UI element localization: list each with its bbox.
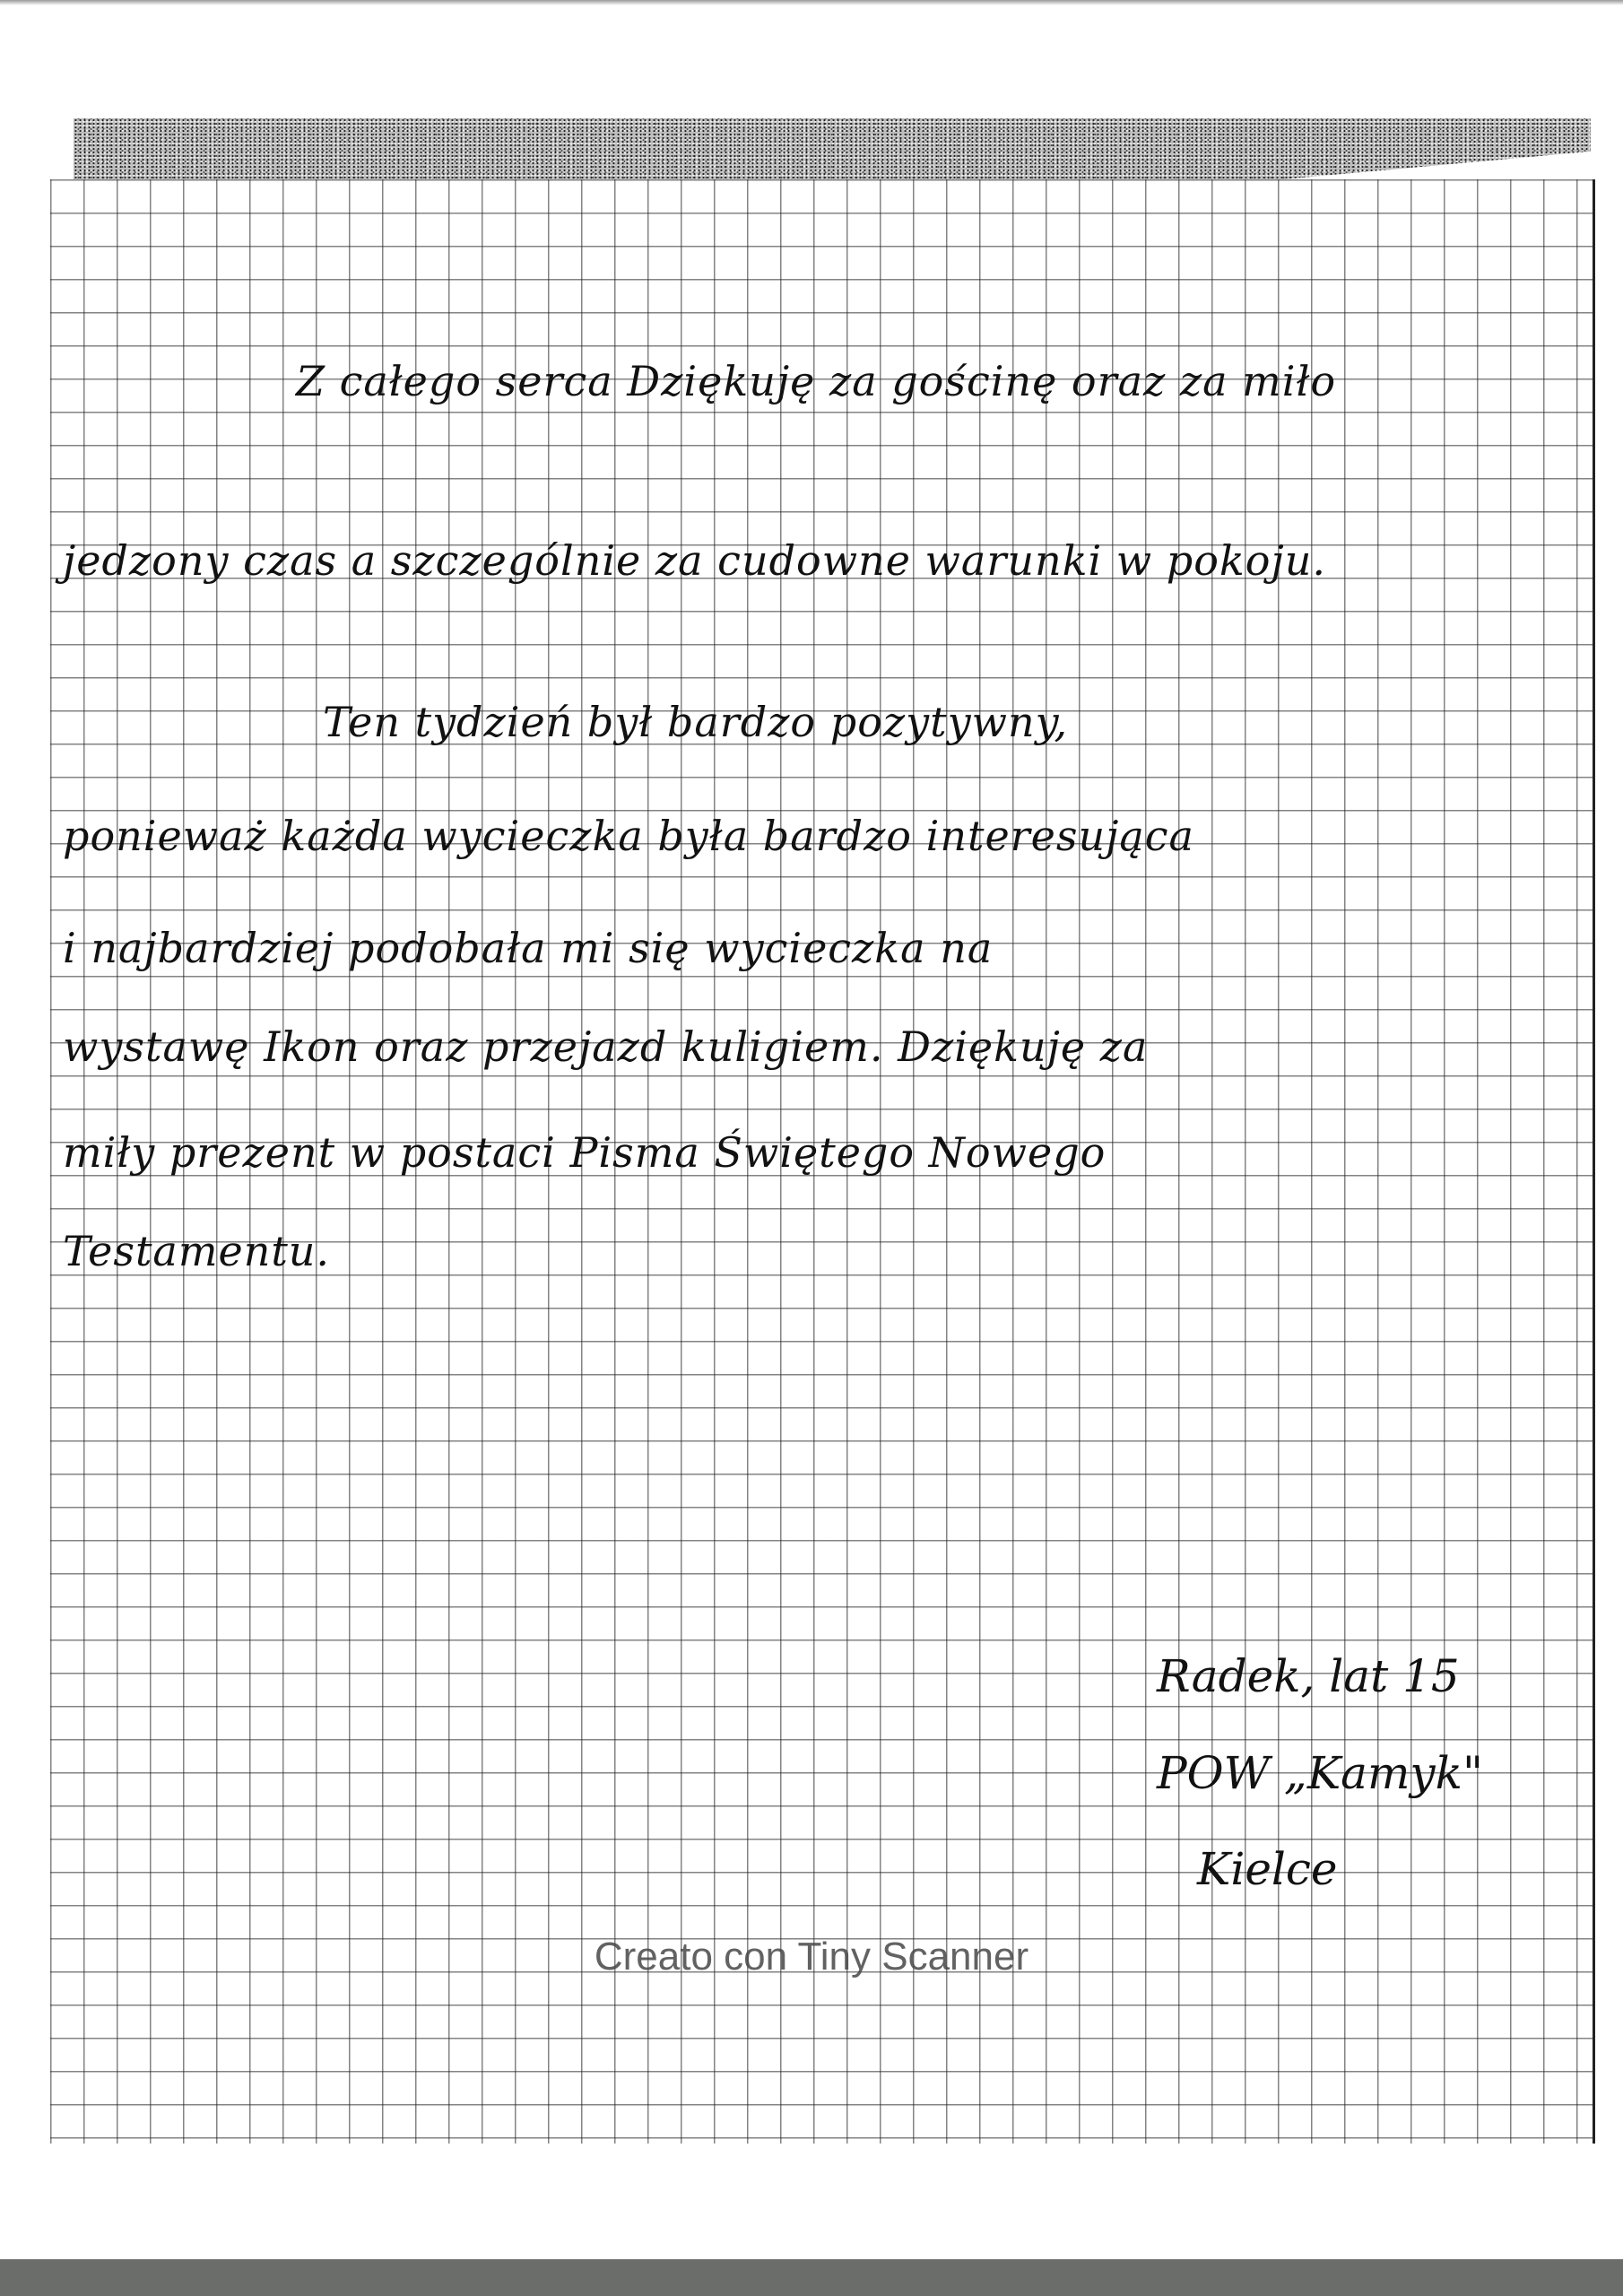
scanner-watermark: Creato con Tiny Scanner <box>594 1935 1029 1979</box>
letter-line-8: Testamentu. <box>63 1227 331 1275</box>
signature-name: Radek, lat 15 <box>1157 1650 1460 1702</box>
signature-organization: POW „Kamyk" <box>1157 1747 1483 1799</box>
letter-line-5: i najbardziej podobała mi się wycieczka na <box>63 924 994 972</box>
letter-line-7: miły prezent w postaci Pisma Świętego Nowego <box>63 1128 1107 1177</box>
letter-line-2: jedzony czas a szczególnie za cudowne warunki w pokoju. <box>63 536 1327 585</box>
signature-city: Kielce <box>1197 1843 1338 1895</box>
scan-background-bar <box>0 2259 1623 2296</box>
scan-top-edge <box>0 0 1623 5</box>
letter-line-3: Ten tydzień był bardzo pozytywny, <box>323 698 1069 746</box>
letter-line-6: wystawę Ikon oraz przejazd kuligiem. Dziękuję za <box>63 1022 1149 1071</box>
letter-line-4: ponieważ każda wycieczka była bardzo interesująca <box>63 812 1194 860</box>
letter-line-1: Z całego serca Dziękuję za gościnę oraz za miło <box>296 357 1337 405</box>
